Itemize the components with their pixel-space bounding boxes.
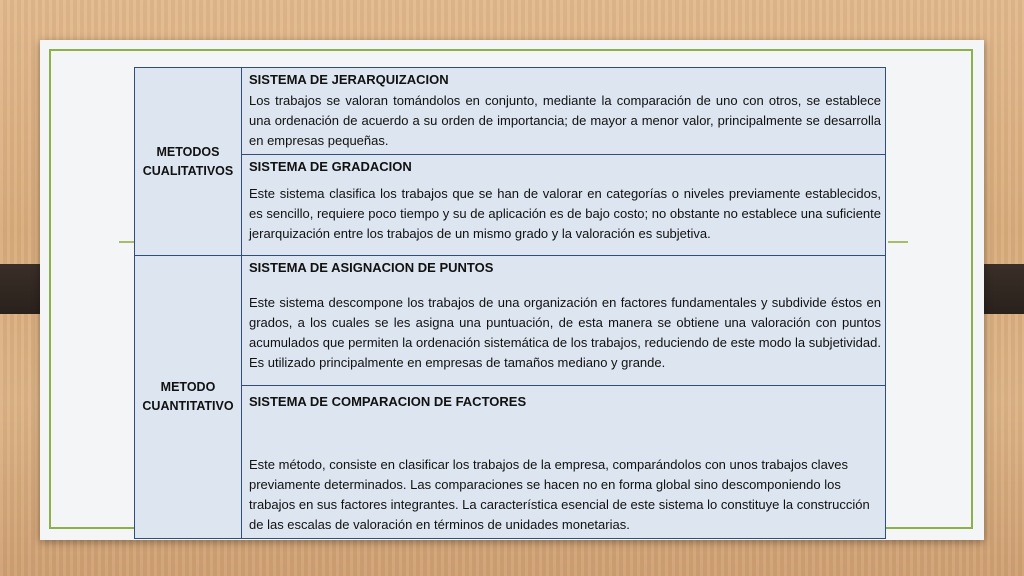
table-row	[135, 68, 886, 155]
system-cell-gradacion	[242, 155, 886, 256]
system-description: Este sistema clasifica los trabajos que se han de valorar en categorías o niveles previamente establecidos, es sencillo, requiere poco tiempo y su de aplicación es de bajo costo; no obstante no establece una suficiente jerarquización entre los trabajos de un mismo grado y la valoración es subjetiva.	[249, 186, 881, 241]
table-row	[135, 256, 886, 386]
system-title: SISTEMA DE ASIGNACION DE PUNTOS	[249, 260, 494, 275]
system-title: SISTEMA DE JERARQUIZACION	[249, 72, 449, 87]
system-description: Este sistema descompone los trabajos de una organización en factores fundamentales y subdivide éstos en grados, a los cuales se les asigna una puntuación, de esta manera se obtiene una valoración con puntos acumulados que permiten la ordenación sistemática de los trabajos, reduciendo de este modo la subjetividad. Es utilizado principalmente en empresas de tamaños mediano y grande.	[249, 295, 881, 370]
spacer	[249, 417, 881, 455]
table-row	[135, 386, 886, 539]
system-description: Este método, consiste en clasificar los trabajos de la empresa, comparándolos con unos trabajos claves previamente determinados. Las comparaciones se hacen no en forma global sino descomponiendo los trabajos en sus factores integrantes. La característica esencial de este sistema lo constituye la construcción de las escalas de valoración en términos de unidades monetarias.	[249, 457, 870, 532]
system-cell-jerarquizacion	[242, 68, 886, 155]
system-description: Los trabajos se valoran tomándolos en conjunto, mediante la comparación de uno con otros, se establece una ordenación de acuerdo a su orden de importancia; de mayor a menor valor, principalmente se desarrolla en empresas pequeñas.	[249, 93, 881, 148]
system-cell-comparacion-factores	[242, 386, 886, 539]
table-row	[135, 155, 886, 256]
category-qualitative: METODOS CUALITATIVOS	[135, 68, 242, 256]
system-cell-asignacion-puntos	[242, 256, 886, 386]
spacer	[249, 283, 881, 293]
decorative-line-right	[888, 241, 908, 243]
category-quantitative: METODO CUANTITATIVO	[135, 256, 242, 539]
system-title: SISTEMA DE GRADACION	[249, 159, 412, 174]
system-title: SISTEMA DE COMPARACION DE FACTORES	[249, 394, 527, 409]
job-evaluation-methods-table	[134, 67, 886, 539]
